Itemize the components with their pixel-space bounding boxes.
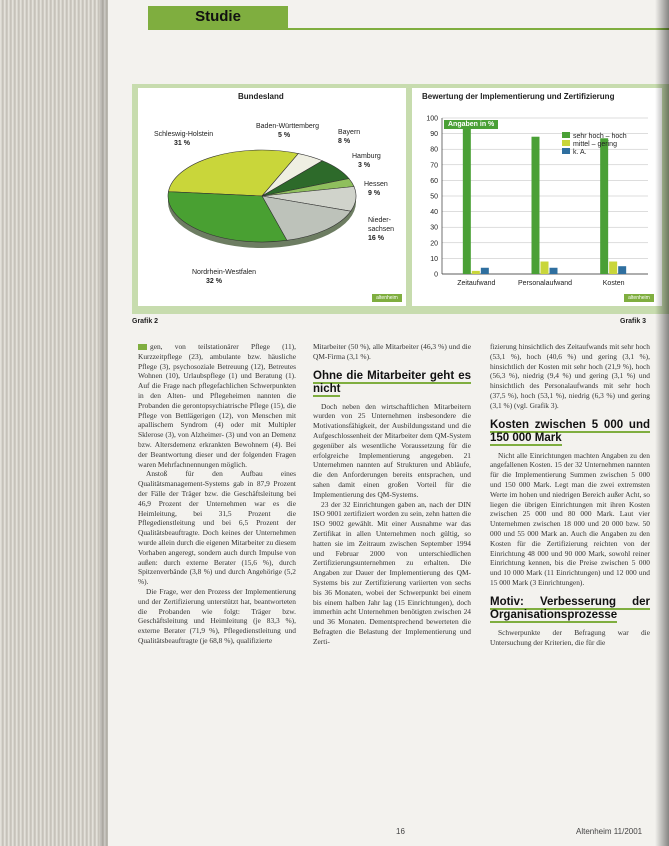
col3-heading-1	[490, 419, 650, 445]
y-tick-label-80: 80	[430, 146, 438, 154]
pie-label-schleswig-value: 31 %	[174, 140, 190, 147]
pie-label-hamburg	[352, 152, 381, 170]
pie-label-baden-name: Baden-Württemberg	[256, 123, 320, 130]
col3-paragraph-2: Nicht alle Einrichtungen machten Angaben zu den angefallenen Kosten. 15 der 32 Unternehmen nannten für die Implementierung Summen zwischen 5 000 und 150 000 Mark. Legt man die zwei extremsten Werte im hohen und niedrigen Bereich außer Acht, so liegen die übrigen Einrichtungen mit ihren Kosten zwischen 25 000 und 80 000 Mark. Laut vier Unternehmen zwischen 18 000 und 20 000 bzw. 50 000 und 55 000 Mark an. Auch die Angaben zu den Kosten für die Zertifizierung reichten von der Einrichtung 48 000 und 90 000 Mark, sowohl reiner Einrichtung kennen, bis die Preise zwischen 5 000 und 10 000 Mark (11 Einrichtungen) und 12 000 und 15 000 Mark (3 Einrichtungen).	[490, 450, 650, 587]
y-tick-label-100: 100	[426, 115, 438, 123]
col1-paragraph-1-text: gen, von teilstationärer Pflege (11), Kurzzeitpflege (23), ambulante bzw. häusliche Pflege (3), psychosoziale Betreuung (12), Betreutes Wohnen (10), Urlaubspflege (1) und Beratung (1). Auf die Frage nach pflegefachlichen Schwerpunkten in den Alten- und Pflegeheimen nannten die Probanden die gerontopsychiatrische Pflege (15), die Pflege von Bettlägerigen (12), von Menschen mit apallischem Syndrom (4) oder mit Multipler Sklerose (3), von Alzheimer- (3) und von an Demenz bzw. Altersdemenz erkrankten Bewohnern (4). Bei der Beantwortung dieser und der folgenden Fragen waren Mehrfachnennungen möglich.	[138, 342, 296, 469]
col3-heading-1-text: Kosten zwischen 5 000 und 150 000 Mark	[490, 418, 650, 444]
bar-kosten-0	[600, 138, 608, 274]
pie-label-niedersachsen	[368, 216, 394, 243]
text-column-1	[138, 342, 296, 646]
pie-label-baden	[256, 122, 319, 140]
bar-personalaufwand-0	[532, 137, 540, 274]
col2-paragraph-3: 23 der 32 Einrichtungen gaben an, nach der DIN ISO 9001 zertifiziert worden zu sein, zehn hatten die ISO 9002 gewählt. Mit einer Ausnahme war das Zertifikat in allen Unternehmen noch gültig, so hatten sie im Zeitraum zwischen September 1994 und Februar 2000 von unterschiedlichen Zertifizierungsunternehmen zu erhalten. Die Angaben zur Dauer der Implementierung des QM-Systems bis zur Zertifizierung variierten von sechs bis 36 Monaten, wobei der Schwerpunkt bei einem bis einem halben Jahr lag (15 Einrichtungen), doch immerhin acht Unternehmen benötigten zwischen 24 und 36 Monaten. Dementsprechend bewerteten die Befragten die Belastung der Implementierung und Zerti-	[313, 499, 471, 646]
bar-legend	[562, 132, 658, 156]
y-tick-label-0: 0	[434, 271, 438, 279]
pie-label-nrw	[192, 268, 256, 286]
legend-swatch-high	[562, 132, 570, 138]
legend-item-na	[562, 148, 658, 156]
pie-label-niedersachsen-name-2: sachsen	[368, 226, 395, 233]
col2-paragraph-1: Mitarbeiter (50 %), alle Mitarbeiter (46,3 %) und die QM-Firma (3,1 %).	[313, 342, 471, 361]
legend-label-na: k. A.	[573, 149, 587, 156]
journal-footer: Altenheim 11/2001	[576, 827, 643, 836]
figure-caption-right: Grafik 3	[620, 318, 647, 325]
bar-kosten-2	[618, 266, 626, 274]
col1-paragraph-1	[138, 342, 296, 469]
pie-label-bayern-name: Bayern	[338, 129, 361, 136]
bar-zeitaufwand-0	[463, 127, 471, 274]
y-tick-label-10: 10	[430, 255, 438, 263]
figure-caption-left: Grafik 2	[132, 318, 159, 325]
legend-label-high: sehr hoch – hoch	[573, 133, 627, 140]
pie-chart-box	[138, 88, 406, 306]
page-number: 16	[396, 827, 405, 836]
bar-zeitaufwand-2	[481, 268, 489, 274]
col3-heading-2	[490, 596, 650, 622]
magazine-page	[108, 0, 669, 846]
pie-label-hamburg-name: Hamburg	[352, 153, 381, 160]
legend-item-mid	[562, 140, 658, 148]
pie-label-nrw-value: 32 %	[206, 278, 222, 285]
col2-heading	[313, 370, 471, 396]
x-tick-label-kosten: Kosten	[602, 280, 625, 287]
legend-swatch-mid	[562, 140, 570, 146]
bar-annotation: Angaben in %	[444, 120, 498, 129]
page-edge-shadow	[655, 0, 669, 846]
book-page-edges	[0, 0, 110, 846]
pie-label-hamburg-value: 3 %	[358, 162, 371, 169]
pie-label-nrw-name: Nordrhein-Westfalen	[192, 269, 257, 276]
pie-label-hessen	[364, 180, 388, 198]
col3-heading-2-text: Motiv: Verbesserung der Organisationsprozesse	[490, 595, 650, 621]
bar-zeitaufwand-1	[472, 271, 480, 274]
col1-paragraph-2: Anstoß für den Aufbau eines Qualitätsmanagement-Systems gab in 87,9 Prozent der Fälle der Träger bzw. die Geschäftsleitung bei 46,9 Prozent der Unternehmen war es die Heimleitung, bei 31,5 Prozent die Pflegedienstleitung und bei 6,5 Prozent der Qualitätsbeauftragte. Doch keines der Unternehmen wurde allein durch die eigenen Mitarbeiter zu diesem Vorhaben angeregt, sondern auch durch Impulse von außen: durch externe Berater (15,6 %), durch Spitzenverbände (3,8 %) und durch Angehörige (5,2 %).	[138, 469, 296, 587]
y-tick-label-50: 50	[430, 193, 438, 201]
text-column-3	[490, 342, 650, 647]
y-tick-label-90: 90	[430, 131, 438, 139]
bar-chart-title: Bewertung der Implementierung und Zertifizierung	[422, 92, 615, 101]
header-rule	[148, 28, 669, 30]
y-tick-label-70: 70	[430, 162, 438, 170]
pie-chart-title: Bundesland	[238, 92, 284, 101]
bar-personalaufwand-2	[550, 268, 558, 274]
x-tick-label-personalaufwand: Personalaufwand	[517, 280, 573, 287]
pie-label-niedersachsen-name-1: Nieder-	[368, 217, 391, 224]
legend-label-mid: mittel – gering	[573, 141, 617, 148]
bar-kosten-1	[609, 262, 617, 274]
bar-logo: altenheim	[624, 294, 654, 302]
pie-logo: altenheim	[372, 294, 402, 302]
legend-item-high	[562, 132, 658, 140]
pie-label-baden-value: 5 %	[278, 132, 291, 139]
pie-label-hessen-value: 9 %	[368, 190, 381, 197]
col3-paragraph-1: fizierung hinsichtlich des Zeitaufwands mit sehr hoch (53,1 %), hoch (40,6 %) und gering (3,1 %), hinsichtlich der Kosten mit sehr hoch (21,9 %), hoch (56,3 %), niedrig (9,4 %) und gering (3,1 %) und hinsichtlich des Personalaufwands mit sehr hoch (37,5 %), hoch (53,1 %), niedrig (6,3 %) und gering (3,1 %) (vgl. Grafik 3).	[490, 342, 650, 410]
pie-label-bayern	[338, 128, 360, 146]
y-tick-label-60: 60	[430, 177, 438, 185]
pie-label-schleswig-name: Schleswig-Holstein	[154, 131, 214, 138]
y-tick-label-40: 40	[430, 209, 438, 217]
x-tick-label-zeitaufwand: Zeitaufwand	[457, 280, 496, 287]
figure-panel	[132, 84, 669, 314]
pie-label-niedersachsen-value: 16 %	[368, 235, 384, 242]
y-tick-label-20: 20	[430, 240, 438, 248]
col2-heading-text: Ohne die Mitarbeiter geht es nicht	[313, 369, 471, 395]
legend-swatch-na	[562, 148, 570, 154]
section-header: Studie	[148, 6, 288, 28]
bar-chart-box	[412, 88, 662, 306]
pie-label-bayern-value: 8 %	[338, 138, 351, 145]
col1-paragraph-3: Die Frage, wer den Prozess der Implementierung und der Zertifizierung unterstützt hat, beantworteten die Probanden wie folgt: Träger bzw. Geschäftsleitung und Heimleitung (je 83,3 %), externe Berater (71,9 %), Pflegedienstleitung und Qualitätsbeauftragte (je 68,8 %), qualifizierte	[138, 586, 296, 645]
bar-personalaufwand-1	[541, 262, 549, 274]
y-tick-label-30: 30	[430, 224, 438, 232]
col2-paragraph-2: Doch neben den wirtschaftlichen Mitarbeitern wurden von 25 Unternehmen insbesondere die Motivationsfähigkeit, der Ausbildungsstand und die Aufgeschlossenheit der Mitarbeiter dem QM-System gegenüber als wesentliche Voraussetzung für die erfolgreiche Implementierung angegeben. 21 Unternehmen nannten auf Strukturen und Abläufe, die den Anforderungen bereits entsprachen, und sahen damit einen großen Vorteil für die Implementierung des QM-Systems.	[313, 401, 471, 499]
pie-slices	[168, 150, 356, 242]
col3-paragraph-3: Schwerpunkte der Befragung war die Untersuchung der Kriterien, die für die	[490, 627, 650, 647]
continuation-marker	[138, 344, 147, 350]
text-column-2	[313, 342, 471, 647]
pie-label-hessen-name: Hessen	[364, 181, 388, 188]
pie-label-schleswig	[154, 130, 213, 148]
